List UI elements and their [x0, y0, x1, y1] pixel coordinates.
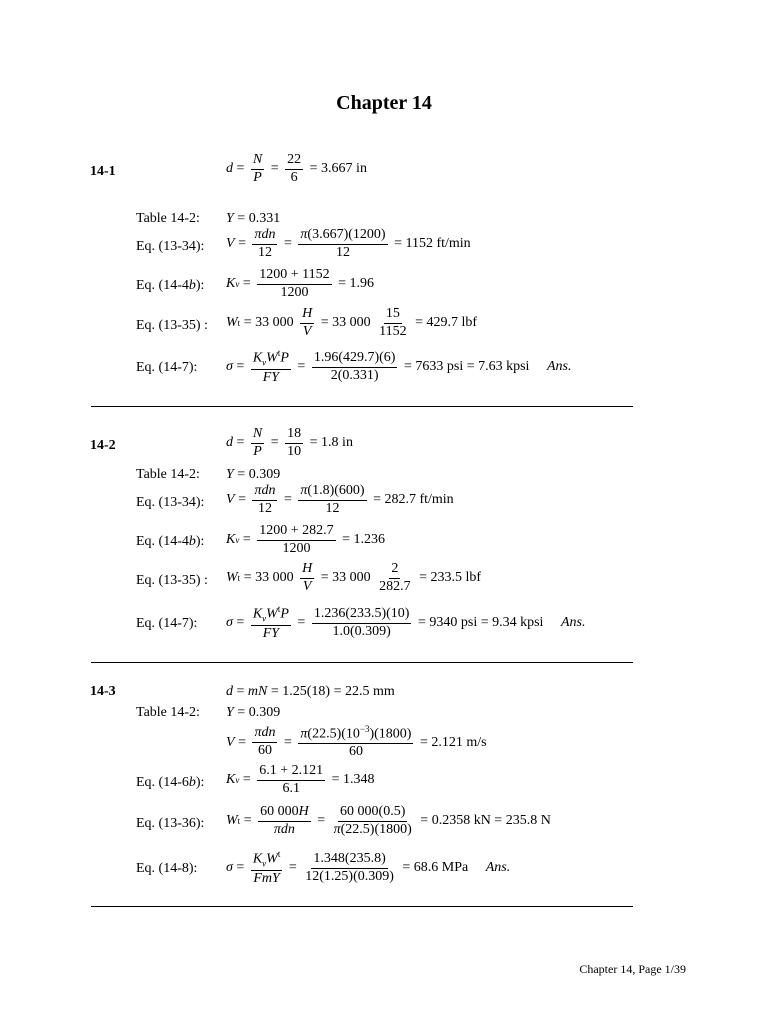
- page-title: Chapter 14: [336, 92, 432, 114]
- equation-label: Eq. (13-34):: [136, 495, 205, 510]
- equation-diametral: d = $\frac{N}{P}$ = $\frac{18}{10}$ = 1.8 in: [226, 426, 353, 459]
- equation-bending-stress: σ = $\frac{K_vW^tP}{FY}$ = $\frac{1.236(233.5)(10)}{1.0(0.309)}$ = 9340 psi = 9.34 kpsi Ans.: [226, 604, 586, 641]
- equation-diametral: d = $\frac{N}{P}$ = $\frac{22}{6}$ = 3.667 in: [226, 152, 367, 185]
- section-divider: [91, 662, 633, 663]
- equation-transmitted-load: W t = 33 000 $\frac{H}{V}$ = 33 000 $\frac{15}{1152}$ = 429.7 lbf: [226, 306, 478, 339]
- equation-pitch-velocity: V = $\frac{\text{πdn}}{12}$ = $\frac{\pi(3.667)(1200)}{12}$ = 1152 ft/min: [226, 227, 471, 260]
- equation-label: Eq. (13-35) :: [136, 318, 208, 333]
- equation-label: Eq. (14-4b):: [136, 534, 205, 549]
- equation-label: Eq. (14-4b):: [136, 278, 205, 293]
- equation-label: Eq. (14-6b):: [136, 775, 205, 790]
- equation-label: Eq. (14-8):: [136, 861, 198, 876]
- equation-lewis-factor: Y = 0.309: [226, 705, 281, 720]
- equation-label: Eq. (14-7):: [136, 360, 198, 375]
- equation-lewis-factor: Y = 0.331: [226, 211, 281, 226]
- equation-label: Table 14-2:: [136, 211, 200, 226]
- equation-diametral: d = mN = 1.25(18) = 22.5 mm: [226, 684, 395, 699]
- equation-label: Eq. (13-35) :: [136, 573, 208, 588]
- equation-transmitted-load: W t = $\frac{60 000H}{\text{πdn}}$ = $\frac{60 000(0.5)}{\pi(22.5)(1800)}$ = 0.2358 kN = 235.8 N: [226, 804, 551, 837]
- page-footer: Chapter 14, Page 1/39: [579, 962, 686, 976]
- problem-number: 14-2: [90, 438, 116, 453]
- equation-label: Table 14-2:: [136, 467, 200, 482]
- equation-velocity-factor: K v = $\frac{1200 + 1152}{1200}$ = 1.96: [226, 267, 375, 300]
- equation-velocity-factor: K v = $\frac{1200 + 282.7}{1200}$ = 1.236: [226, 523, 386, 556]
- equation-velocity-factor: K v = $\frac{6.1 + 2.121}{6.1}$ = 1.348: [226, 763, 375, 796]
- equation-lewis-factor: Y = 0.309: [226, 467, 281, 482]
- problem-number: 14-1: [90, 164, 116, 179]
- equation-bending-stress: σ = $\frac{K_vW^tP}{FY}$ = $\frac{1.96(429.7)(6)}{2(0.331)}$ = 7633 psi = 7.63 kpsi Ans.: [226, 348, 572, 385]
- equation-bending-stress: σ = $\frac{K_vW^t}{\text{FmY}}$ = $\frac{1.348(235.8)}{12(1.25)(0.309)}$ = 68.6 MPa Ans.: [226, 849, 511, 886]
- section-divider: [91, 406, 633, 407]
- equation-pitch-velocity: V = $\frac{\text{πdn}}{12}$ = $\frac{\pi(1.8)(600)}{12}$ = 282.7 ft/min: [226, 483, 454, 516]
- equation-transmitted-load: W t = 33 000 $\frac{H}{V}$ = 33 000 $\frac{2}{282.7}$ = 233.5 lbf: [226, 561, 482, 594]
- section-divider: [91, 906, 633, 907]
- equation-pitch-velocity: V = $\frac{\text{πdn}}{60}$ = $\frac{\pi(22.5)(10^{-3})(1800)}{60}$ = 2.121 m/s: [226, 724, 487, 760]
- equation-label: Eq. (13-36):: [136, 816, 205, 831]
- equation-label: Eq. (14-7):: [136, 616, 198, 631]
- equation-label: Eq. (13-34):: [136, 239, 205, 254]
- equation-label: Table 14-2:: [136, 705, 200, 720]
- problem-number: 14-3: [90, 684, 116, 699]
